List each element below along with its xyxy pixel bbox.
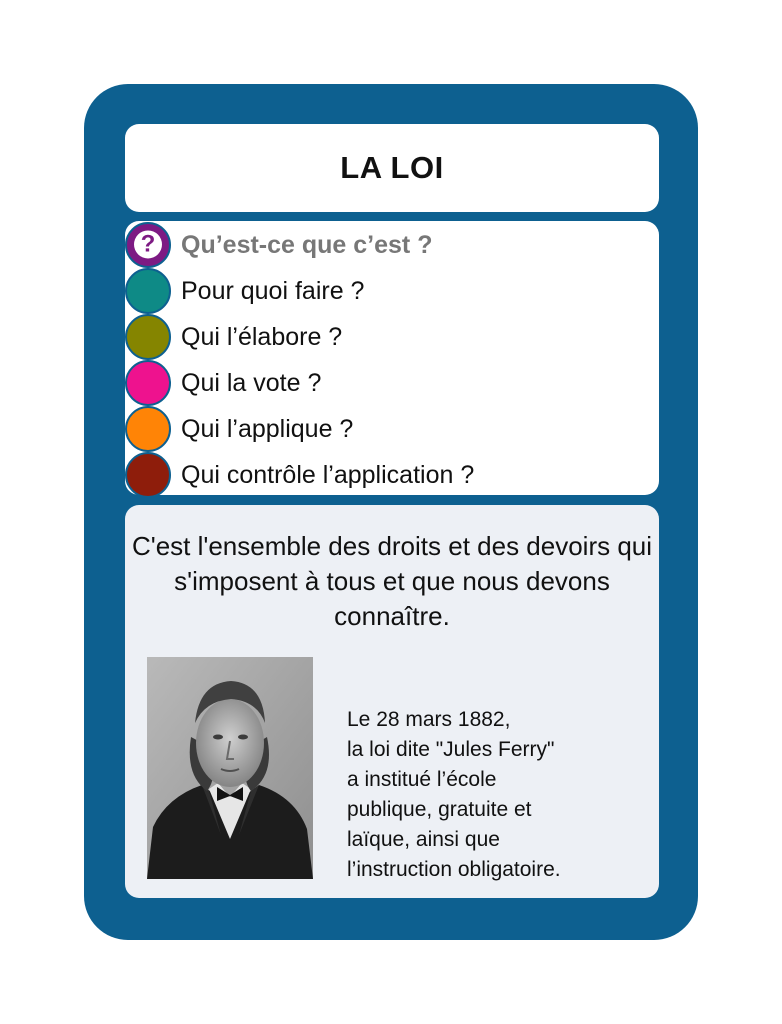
fact-line: l’instruction obligatoire. bbox=[347, 858, 561, 881]
question-dot bbox=[125, 268, 171, 314]
fact-line: a institué l’école bbox=[347, 768, 497, 791]
fact-line: laïque, ainsi que bbox=[347, 828, 500, 851]
card-title: LA LOI bbox=[340, 150, 444, 185]
question-dot bbox=[125, 452, 171, 498]
question-dot bbox=[125, 314, 171, 360]
definition-text: C'est l'ensemble des droits et des devoirs qui s'imposent à tous et que nous devons connaître. bbox=[131, 531, 653, 631]
question-label: Qui l’élabore ? bbox=[181, 323, 343, 351]
question-label: Qui la vote ? bbox=[181, 369, 322, 397]
question-dot bbox=[125, 222, 171, 268]
title-panel bbox=[125, 124, 659, 212]
question-mark-icon: ? bbox=[134, 230, 162, 258]
historical-fact bbox=[347, 705, 647, 885]
question-dot bbox=[125, 406, 171, 452]
question-label: Qui contrôle l’application ? bbox=[181, 461, 475, 489]
portrait-photo bbox=[147, 657, 313, 879]
fact-line: Le 28 mars 1882, bbox=[347, 708, 511, 731]
questions-panel bbox=[125, 221, 659, 495]
answer-panel bbox=[125, 505, 659, 898]
question-label: Qui l’applique ? bbox=[181, 415, 354, 443]
fact-line: la loi dite "Jules Ferry" bbox=[347, 738, 555, 761]
fact-line: publique, gratuite et bbox=[347, 798, 532, 821]
question-label: Pour quoi faire ? bbox=[181, 277, 365, 305]
question-label: Qu’est-ce que c’est ? bbox=[181, 231, 433, 259]
question-dot bbox=[125, 360, 171, 406]
